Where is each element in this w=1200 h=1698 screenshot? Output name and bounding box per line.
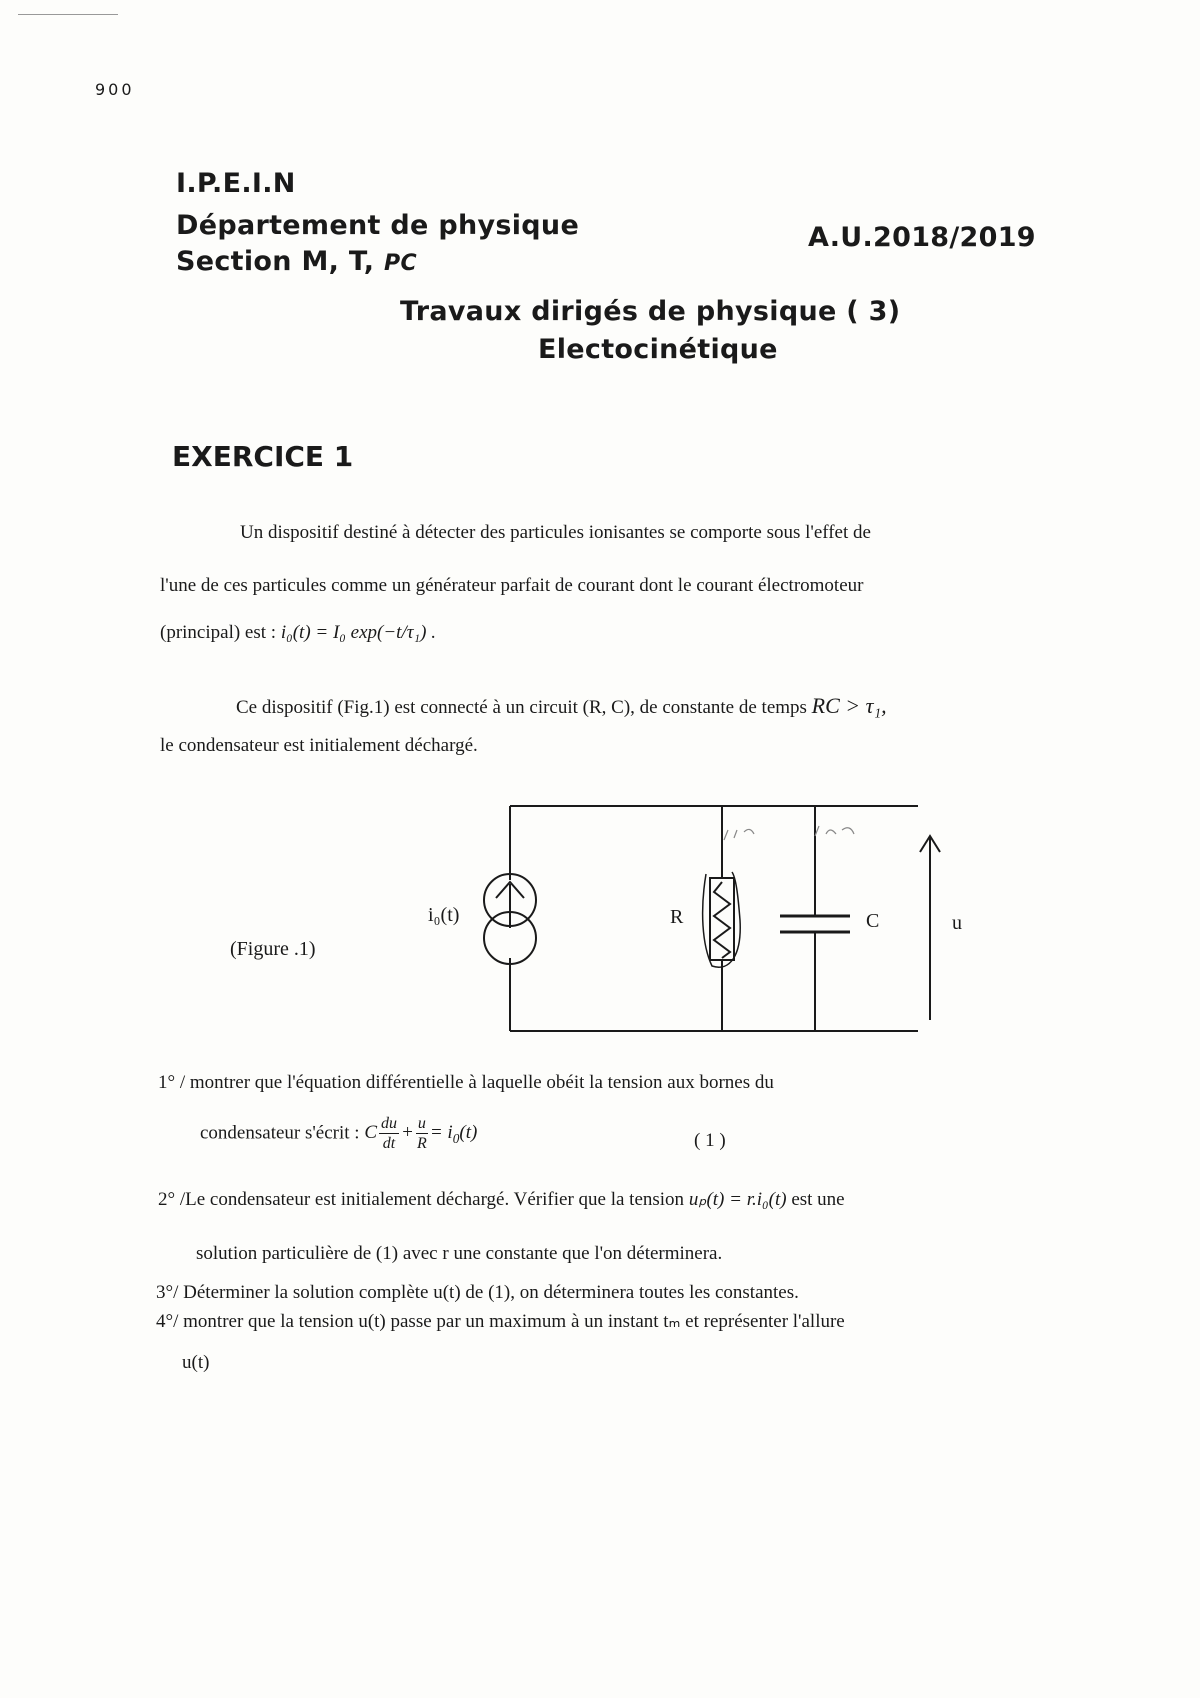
particular-solution-equation: uₚ(t) = r.i₀(t) <box>688 1189 787 1210</box>
question-4-text: montrer que la tension u(t) passe par un maximum à un instant tₘ et représenter l'allure <box>183 1311 845 1332</box>
section-handwritten: PC <box>384 251 417 276</box>
institution-name: I.P.E.I.N <box>176 168 296 199</box>
question-2-line-1 <box>158 1188 845 1211</box>
intro-line-3-text: (principal) est : <box>160 622 281 643</box>
question-2-text-end: est une <box>786 1189 845 1210</box>
intro-line-2: l'une de ces particules comme un générateur parfait de courant dont le courant électromoteur <box>160 575 864 596</box>
resistor-label: R <box>670 906 684 928</box>
resistor-zigzag <box>714 882 730 958</box>
question-4-line-2: u(t) <box>182 1352 210 1373</box>
question-1-line-2-text: condensateur s'écrit : <box>200 1122 365 1144</box>
question-1-line-2 <box>200 1116 477 1152</box>
source-label: i₀(t) <box>428 904 460 926</box>
equation-tag: ( 1 ) <box>694 1130 726 1151</box>
question-1-text: montrer que l'équation différentielle à laquelle obéit la tension aux bornes du <box>189 1072 774 1093</box>
question-1-number: 1° / <box>158 1072 186 1093</box>
para2-line-1-text: Ce dispositif (Fig.1) est connecté à un circuit (R, C), de constante de temps <box>236 697 812 718</box>
time-constant-condition: RC > τ₁, <box>811 693 887 718</box>
question-2-line-2: solution particulière de (1) avec r une constante que l'on déterminera. <box>196 1243 723 1264</box>
current-source-equation: i₀(t) = I₀ exp(−t/τ₁) . <box>280 622 436 643</box>
question-3-text: Déterminer la solution complète u(t) de (1), on déterminera toutes les constantes. <box>183 1282 799 1303</box>
question-2-text: Le condensateur est initialement déchargé. Vérifier que la tension <box>185 1189 689 1210</box>
section-text: Section M, T, <box>176 246 385 277</box>
department-name: Département de physique <box>176 210 580 241</box>
capacitor-label: C <box>866 910 880 932</box>
differential-equation: C $\frac{du}{dt}$ + $\frac{u}{R}$ = $i_0(t)$ <box>364 1115 478 1152</box>
page-marker: 900 <box>95 80 135 99</box>
question-3-number: 3°/ <box>156 1282 179 1303</box>
handwritten-mark-vc <box>815 826 854 836</box>
exercise-title: EXERCICE 1 <box>172 440 354 473</box>
handwritten-mark-vr <box>724 829 754 840</box>
document-subtitle: Electocinétique <box>538 334 778 365</box>
document-title: Travaux dirigés de physique ( 3) <box>400 296 901 327</box>
figure-caption: (Figure .1) <box>230 938 316 960</box>
question-4-line-1 <box>156 1310 845 1333</box>
question-2-number: 2° / <box>158 1189 186 1210</box>
intro-line-1: Un dispositif destiné à détecter des particules ionisantes se comporte sous l'effet de <box>240 522 871 543</box>
question-1-line-1 <box>158 1072 774 1094</box>
academic-year: A.U.2018/2019 <box>808 222 1036 253</box>
resistor-body <box>710 878 734 960</box>
para2-line-2: le condensateur est initialement déchargé. <box>160 735 478 756</box>
voltage-label: u <box>952 912 962 934</box>
question-3-line-1 <box>156 1282 799 1304</box>
question-4-number: 4°/ <box>156 1311 179 1332</box>
